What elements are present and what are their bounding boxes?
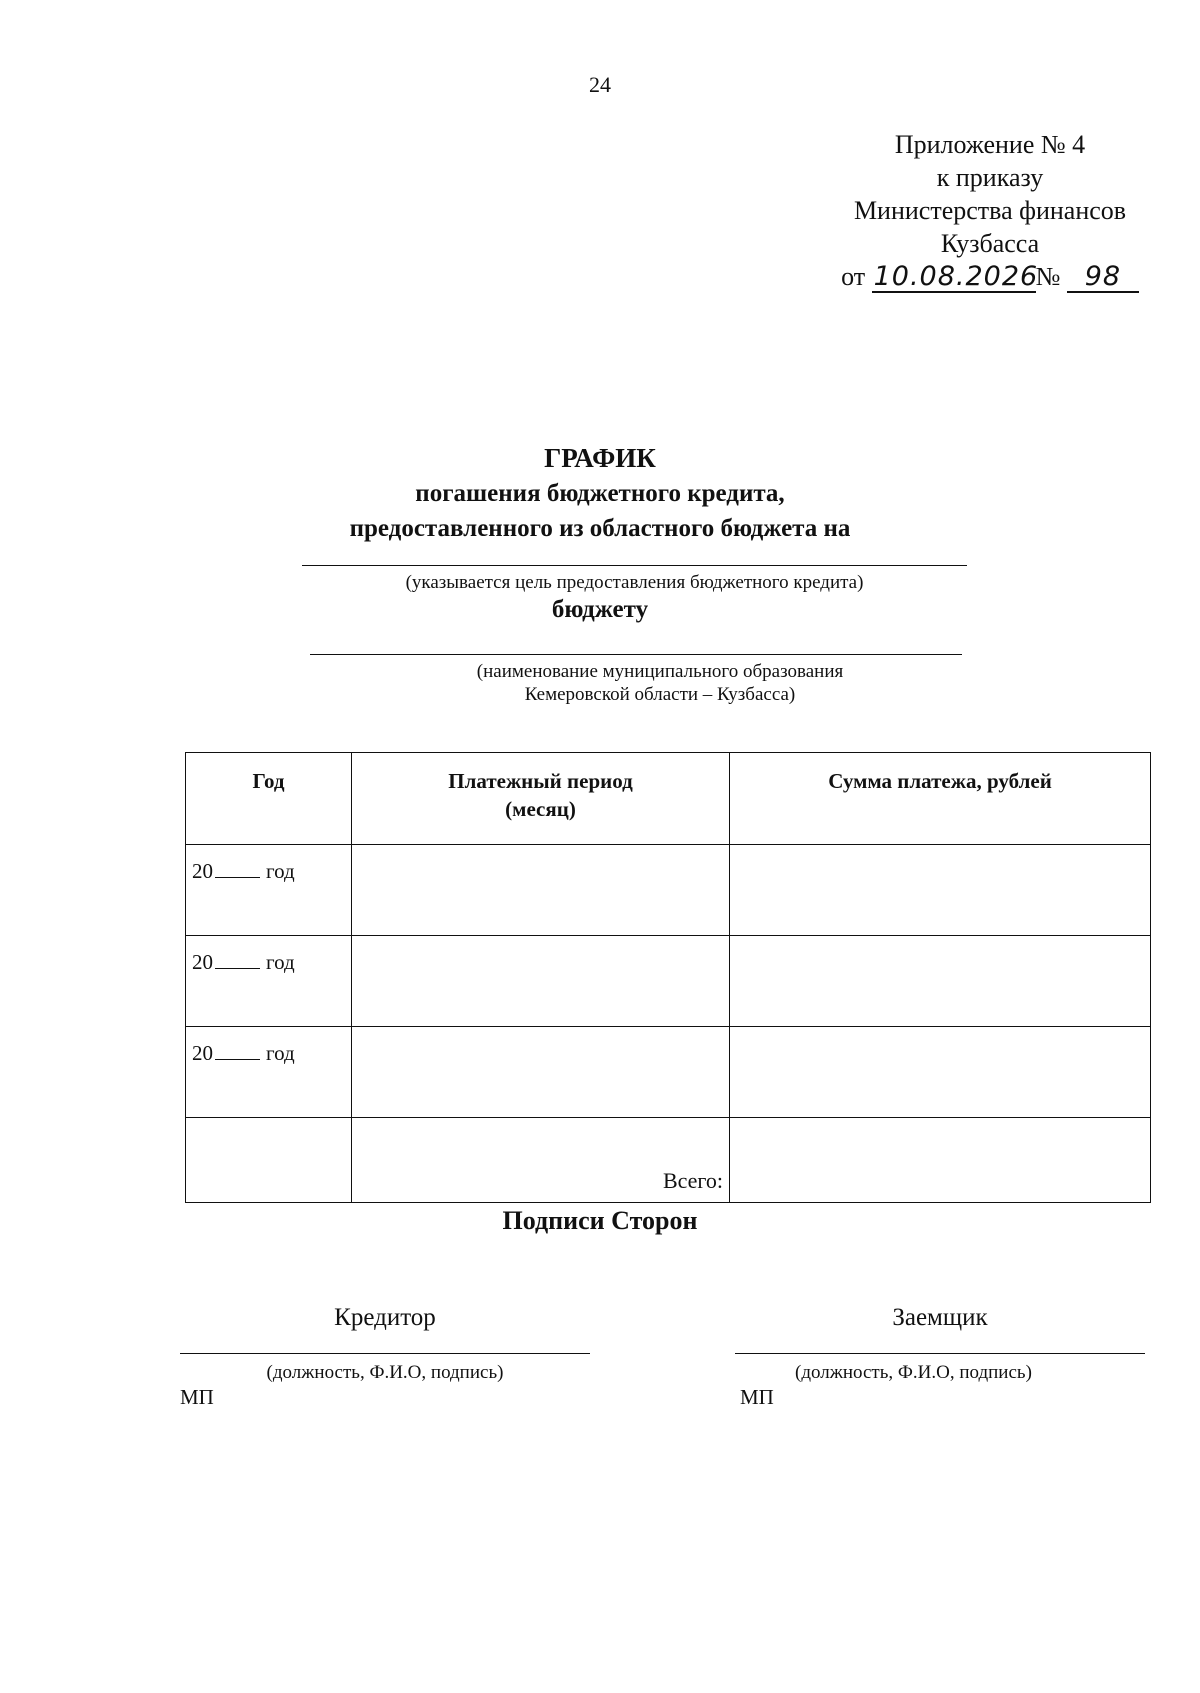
period-cell: [352, 845, 730, 936]
year-blank-line: [215, 859, 260, 878]
year-prefix: 20: [192, 950, 213, 974]
borrower-signature-caption: (должность, Ф.И.О, подпись): [795, 1362, 1032, 1383]
purpose-fill-line: [302, 565, 967, 566]
amount-cell: [730, 936, 1151, 1027]
year-cell: [186, 845, 352, 936]
title-line-3: предоставленного из областного бюджета на: [349, 515, 851, 542]
total-amount-cell: [730, 1118, 1151, 1203]
year-cell: [186, 936, 352, 1027]
total-empty-cell: [186, 1118, 352, 1203]
table-row: [186, 845, 1151, 936]
appendix-region: Кузбасса: [940, 229, 1040, 258]
municipality-fill-line: [310, 654, 962, 655]
title-main: ГРАФИК: [544, 443, 656, 473]
document-title: [0, 440, 1200, 546]
table-total-row: [186, 1118, 1151, 1203]
period-cell: [352, 936, 730, 1027]
creditor-signature-line: [180, 1353, 590, 1354]
header-amount: Сумма платежа, рублей: [730, 753, 1151, 845]
borrower-label: Заемщик: [892, 1304, 988, 1331]
year-suffix: год: [266, 950, 295, 974]
total-label: Всего:: [352, 1118, 730, 1203]
table-row: [186, 1027, 1151, 1118]
page-number: 24: [589, 72, 611, 97]
creditor-signature-caption: (должность, Ф.И.О, подпись): [266, 1362, 504, 1383]
creditor-label: Кредитор: [334, 1304, 436, 1331]
borrower-signature-line: [735, 1353, 1145, 1354]
municipality-caption: [400, 660, 920, 706]
number-sign: №: [1035, 262, 1061, 291]
date-prefix: от: [841, 262, 866, 291]
appendix-date-line: [800, 260, 1180, 293]
period-cell: [352, 1027, 730, 1118]
borrower-stamp-place: МП: [740, 1385, 774, 1409]
appendix-header: [800, 128, 1180, 293]
repayment-schedule-table: [185, 752, 1151, 1203]
year-prefix: 20: [192, 859, 213, 883]
header-year: Год: [186, 753, 352, 845]
budget-word: бюджету: [551, 596, 649, 623]
header-period: [352, 753, 730, 845]
signatures-title: Подписи Сторон: [502, 1206, 698, 1235]
handwritten-date: 10.08.2026: [873, 261, 1039, 292]
table-row: [186, 936, 1151, 1027]
appendix-title: Приложение № 4: [894, 130, 1086, 159]
year-blank-line: [215, 1041, 260, 1060]
handwritten-order-number: 98: [1067, 263, 1139, 293]
year-suffix: год: [266, 859, 295, 883]
header-period-line-2: (месяц): [505, 797, 576, 821]
header-period-line-1: Платежный период: [448, 769, 633, 793]
year-blank-line: [215, 950, 260, 969]
purpose-caption: (указывается цель предоставления бюджетного кредита): [405, 572, 864, 593]
creditor-stamp-place: МП: [180, 1385, 214, 1409]
table-header-row: [186, 753, 1151, 845]
municipality-caption-line-1: (наименование муниципального образования: [476, 661, 844, 682]
appendix-ministry: Министерства финансов: [853, 196, 1127, 225]
appendix-order-ref: к приказу: [936, 163, 1044, 192]
amount-cell: [730, 845, 1151, 936]
year-prefix: 20: [192, 1041, 213, 1065]
year-cell: [186, 1027, 352, 1118]
year-suffix: год: [266, 1041, 295, 1065]
title-line-2: погашения бюджетного кредита,: [415, 480, 785, 507]
municipality-caption-line-2: Кемеровской области – Кузбасса): [524, 684, 796, 705]
amount-cell: [730, 1027, 1151, 1118]
